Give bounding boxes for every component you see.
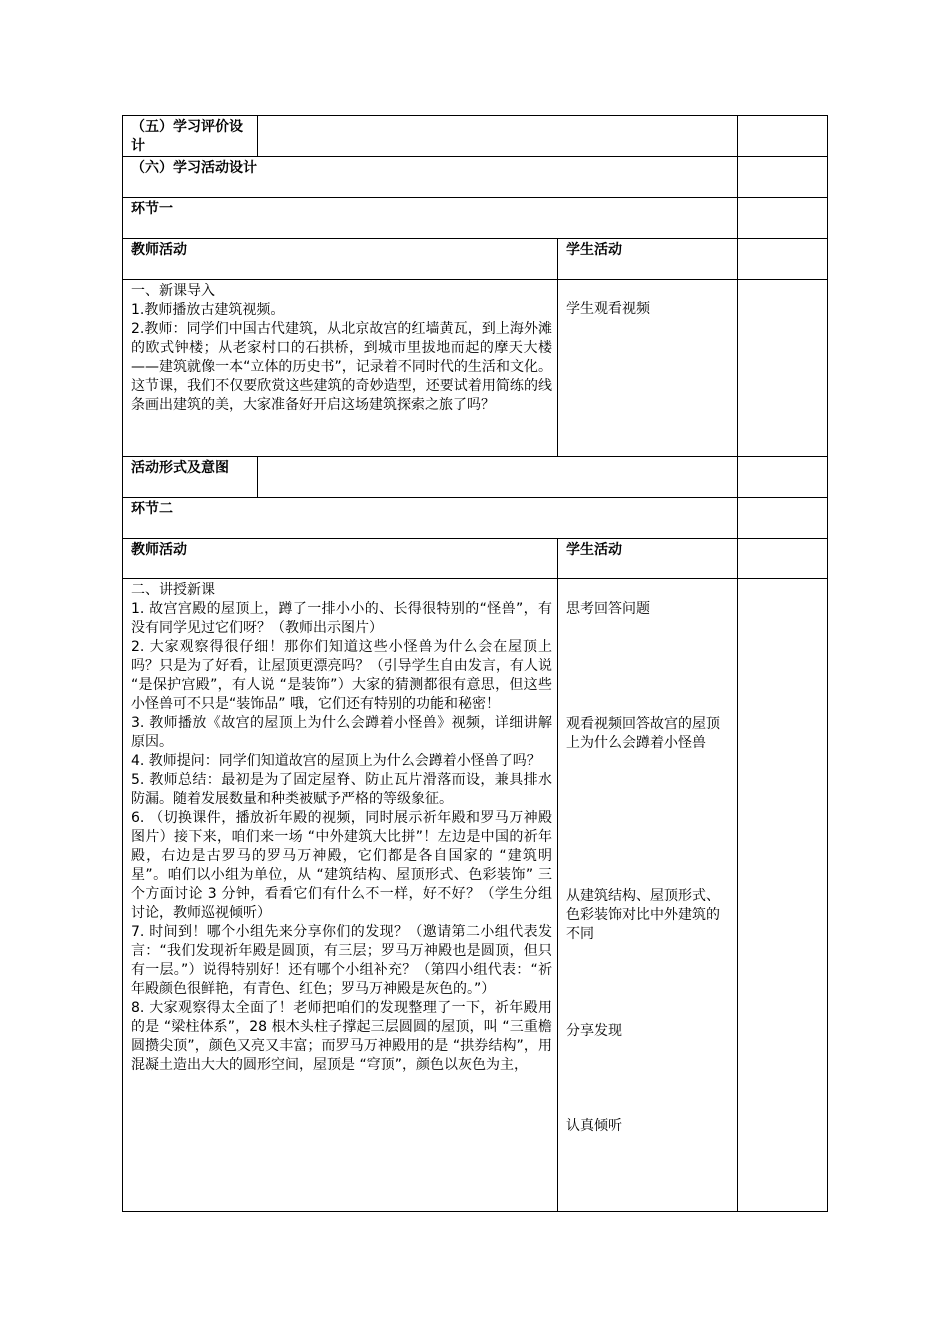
stage2-teacher-activity <box>131 581 552 1075</box>
stage2-student-note: 思考回答问题 <box>566 601 650 617</box>
stage1-title: 环节一 <box>131 201 173 217</box>
stage2-student-header: 学生活动 <box>566 542 622 558</box>
stage2-teacher-para: 4. 教师提问：同学们知道故宫的屋顶上为什么会蹲着小怪兽了吗？ <box>131 753 541 769</box>
stage1-teacher-header: 教师活动 <box>131 242 187 258</box>
stage2-teacher-header: 教师活动 <box>131 542 187 558</box>
eval-design-label: （五）学习评价设计 <box>131 119 243 154</box>
stage1-student-header: 学生活动 <box>566 242 622 258</box>
stage2-teacher-para: 2. 大家观察得很仔细！那你们知道这些小怪兽为什么会在屋顶上吗？只是为了好看，让屋顶更漂亮吗？（引导学生自由发言，有人说 “是保护宫殿”，有人说 “是装饰”）大家的猜测都很有意思，但这些小怪兽可不只是“装饰品” 哦，它们还有特别的功能和秘密！ <box>131 639 552 712</box>
stage2-teacher-para: 8. 大家观察得太全面了！老师把咱们的发现整理了一下，祈年殿用的是 “梁柱体系”，28 根木头柱子撑起三层圆圆的屋顶，叫 “三重檐圆攒尖顶”，颜色又亮又丰富；而罗马万神殿用的是 “拱券结构”，用混凝土造出大大的圆形空间，屋顶是 “穹顶”，颜色以灰色为主， <box>131 1000 552 1073</box>
stage1-student-note: 学生观看视频 <box>566 301 650 317</box>
stage2-student-note: 认真倾听 <box>566 1118 622 1134</box>
stage2-teacher-para: 1. 故宫宫殿的屋顶上，蹲了一排小小的、长得很特别的“怪兽”，有没有同学见过它们呀？（教师出示图片） <box>131 601 552 636</box>
stage2-student-note: 分享发现 <box>566 1023 622 1039</box>
stage1-teacher-para: 一、新课导入 <box>131 283 215 299</box>
stage1-teacher-para: 2.教师：同学们中国古代建筑，从北京故宫的红墙黄瓦，到上海外滩的欧式钟楼；从老家村口的石拱桥，到城市里拔地而起的摩天大楼——建筑就像一本“立体的历史书”，记录着不同时代的生活和文化。这节课，我们不仅要欣赏这些建筑的奇妙造型，还要试着用简练的线条画出建筑的美，大家准备好开启这场建筑探索之旅了吗？ <box>131 321 552 413</box>
stage1-teacher-activity <box>131 282 552 415</box>
stage2-student-note: 从建筑结构、屋顶形式、色彩装饰对比中外建筑的不同 <box>566 888 720 942</box>
stage2-student-note: 观看视频回答故宫的屋顶上为什么会蹲着小怪兽 <box>566 716 720 751</box>
stage1-teacher-para: 1.教师播放古建筑视频。 <box>131 302 285 318</box>
stage1-form-label: 活动形式及意图 <box>131 460 229 476</box>
stage2-teacher-para: 5. 教师总结：最初是为了固定屋脊、防止瓦片滑落而设，兼具排水防漏。随着发展数量和种类被赋予严格的等级象征。 <box>131 772 552 807</box>
stage2-teacher-para: 7. 时间到！哪个小组先来分享你们的发现？（邀请第二小组代表发言：“我们发现祈年殿是圆顶，有三层；罗马万神殿也是圆顶，但只有一层。”）说得特别好！还有哪个小组补充？（第四小组代表：“祈年殿颜色很鲜艳，有青色、红色；罗马万神殿是灰色的。”） <box>131 924 552 997</box>
stage2-teacher-para: 3. 教师播放《故宫的屋顶上为什么会蹲着小怪兽》视频，详细讲解原因。 <box>131 715 552 750</box>
activity-design-label: （六）学习活动设计 <box>131 160 257 176</box>
stage2-teacher-para: 6. （切换课件，播放祈年殿的视频，同时展示祈年殿和罗马万神殿图片）接下来，咱们来一场 “中外建筑大比拼”！左边是中国的祈年殿，右边是古罗马的罗马万神殿，它们都是各自国家的 “建筑明星”。咱们以小组为单位，从 “建筑结构、屋顶形式、色彩装饰” 三个方面讨论 3 分钟，看看它们有什么不一样，好不好？（学生分组讨论，教师巡视倾听） <box>131 810 552 921</box>
stage2-teacher-para: 二、讲授新课 <box>131 582 215 598</box>
stage2-title: 环节二 <box>131 501 173 517</box>
